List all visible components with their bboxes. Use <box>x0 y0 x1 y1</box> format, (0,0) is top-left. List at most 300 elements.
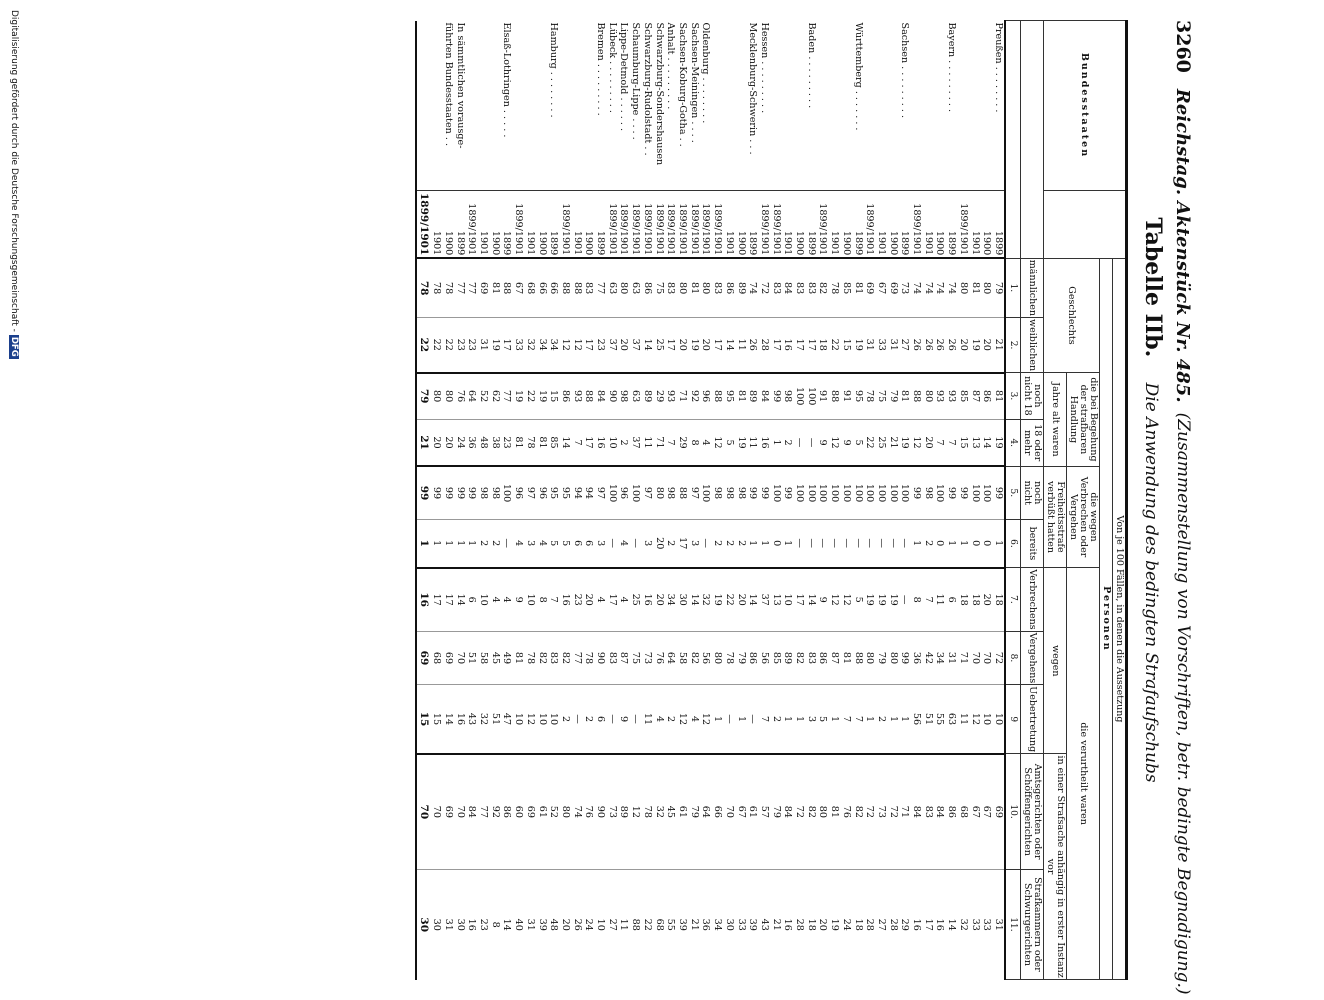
value-cell: 8 <box>910 568 922 631</box>
value-cell: 80 <box>957 258 969 317</box>
value-cell: 4 <box>688 685 700 754</box>
value-cell: 16 <box>758 419 770 466</box>
value-cell: 73 <box>875 754 887 870</box>
value-cell: 99 <box>992 466 1005 519</box>
value-cell: 81 <box>840 631 852 685</box>
header-c7: Verbrechens <box>1021 568 1044 631</box>
value-cell: 72 <box>887 754 899 870</box>
value-cell: 19 <box>828 869 840 979</box>
value-cell: 22 <box>416 317 431 372</box>
value-cell: 63 <box>630 258 642 317</box>
value-cell: 1 <box>957 519 969 567</box>
value-cell: 76 <box>840 754 852 870</box>
table-row <box>431 21 443 980</box>
state-name <box>524 21 536 191</box>
value-cell: 14 <box>641 317 653 372</box>
state-name <box>735 21 747 191</box>
value-cell: 14 <box>501 869 513 979</box>
statistics-table <box>415 20 1128 980</box>
value-cell: 25 <box>875 419 887 466</box>
value-cell: 93 <box>934 373 946 420</box>
value-cell: 31 <box>864 317 876 372</box>
year-cell: 1899/1901 <box>641 191 653 259</box>
value-cell: 18 <box>969 568 981 631</box>
value-cell: 67 <box>981 754 993 870</box>
state-name: Baden . . . . . . . . . <box>805 22 817 109</box>
table-row <box>828 21 840 980</box>
value-cell: 81 <box>828 754 840 870</box>
value-cell: 29 <box>653 373 665 420</box>
year-cell: 1900 <box>934 191 946 259</box>
value-cell: 1 <box>758 519 770 567</box>
table-row <box>630 21 642 980</box>
year-cell: 1901 <box>571 191 583 259</box>
value-cell: 94 <box>571 466 583 519</box>
value-cell: 74 <box>922 258 934 317</box>
value-cell: 26 <box>747 317 759 372</box>
state-name: Elsaß-Lothringen . . . . . <box>501 22 513 138</box>
value-cell: 12 <box>559 317 571 372</box>
table-row <box>864 21 876 980</box>
value-cell: 69 <box>442 754 454 870</box>
value-cell: 22 <box>442 317 454 372</box>
table-row <box>700 21 712 980</box>
value-cell: 11 <box>957 685 969 754</box>
value-cell: 98 <box>782 373 794 420</box>
value-cell: 14 <box>688 568 700 631</box>
value-cell: 84 <box>758 373 770 420</box>
value-cell: 89 <box>641 373 653 420</box>
value-cell: 31 <box>442 869 454 979</box>
value-cell: 86 <box>501 754 513 870</box>
state-name <box>793 21 805 191</box>
value-cell: 1 <box>454 519 466 567</box>
table-row <box>758 21 770 980</box>
table-row <box>992 21 1005 980</box>
value-cell: 99 <box>770 373 782 420</box>
value-cell: 19 <box>969 317 981 372</box>
value-cell: 20 <box>922 419 934 466</box>
table-row <box>922 21 934 980</box>
value-cell: 28 <box>758 317 770 372</box>
value-cell: 7 <box>758 685 770 754</box>
value-cell: 43 <box>758 869 770 979</box>
table-row <box>477 21 489 980</box>
value-cell: 16 <box>910 869 922 979</box>
table-row <box>981 21 993 980</box>
value-cell: 39 <box>747 869 759 979</box>
value-cell: 88 <box>910 373 922 420</box>
value-cell: 19 <box>887 568 899 631</box>
header-spacer <box>1021 21 1044 259</box>
value-cell: 100 <box>981 466 993 519</box>
value-cell: 96 <box>536 466 548 519</box>
year-cell: 1899/1901 <box>676 191 688 259</box>
value-cell: 10 <box>992 685 1005 754</box>
value-cell: 20 <box>618 317 630 372</box>
table-row <box>723 21 735 980</box>
year-cell: 1899 <box>899 191 911 259</box>
value-cell: 21 <box>688 869 700 979</box>
value-cell: 6 <box>583 519 595 567</box>
value-cell: 88 <box>852 631 864 685</box>
value-cell: 14 <box>945 869 957 979</box>
value-cell: 1 <box>431 519 443 567</box>
value-cell: 77 <box>501 373 513 420</box>
value-cell: 4 <box>700 419 712 466</box>
value-cell: 17 <box>922 869 934 979</box>
year-cell: 1899 <box>548 191 560 259</box>
value-cell: 79 <box>887 373 899 420</box>
value-cell: 1 <box>992 519 1005 567</box>
value-cell: 71 <box>653 419 665 466</box>
state-name <box>559 21 571 191</box>
state-name <box>512 21 524 191</box>
value-cell: 93 <box>571 373 583 420</box>
value-cell: 23 <box>501 419 513 466</box>
value-cell: 81 <box>852 258 864 317</box>
value-cell: 16 <box>594 419 606 466</box>
value-cell: 17 <box>606 568 618 631</box>
value-cell: 88 <box>630 869 642 979</box>
value-cell: 98 <box>477 466 489 519</box>
year-cell: 1899 <box>852 191 864 259</box>
value-cell: 1 <box>711 685 723 754</box>
year-cell: 1899 <box>501 191 513 259</box>
table-row <box>875 21 887 980</box>
value-cell: 0 <box>981 519 993 567</box>
header-instanz: in einer Strafsache anhängig in erster Instanz vor <box>1045 755 1066 978</box>
header-c4: 18 oder mehr <box>1021 419 1044 466</box>
value-cell: 19 <box>852 317 864 372</box>
value-cell: 33 <box>981 869 993 979</box>
value-cell: 20 <box>442 419 454 466</box>
value-cell: 45 <box>489 631 501 685</box>
state-name <box>817 21 829 191</box>
value-cell: 85 <box>840 258 852 317</box>
running-header <box>1170 20 1196 995</box>
value-cell: 73 <box>606 754 618 870</box>
value-cell: 31 <box>992 869 1005 979</box>
column-number: 9 <box>1005 685 1021 754</box>
header-per100: Von je 100 Fällen, in denen die Aussetzung <box>1113 258 1127 979</box>
year-cell: 1900 <box>583 191 595 259</box>
value-cell: 2 <box>618 419 630 466</box>
digitization-credit-text: Digitalisierung gefördert durch die Deutsche Forschungsgemeinschaft - <box>9 10 19 332</box>
value-cell: 79 <box>416 373 431 420</box>
value-cell: 6 <box>594 685 606 754</box>
value-cell: 68 <box>653 869 665 979</box>
value-cell: 100 <box>828 466 840 519</box>
value-cell: 21 <box>416 419 431 466</box>
value-cell: 19 <box>735 419 747 466</box>
state-name <box>583 21 595 191</box>
value-cell: 64 <box>665 631 677 685</box>
value-cell: 74 <box>910 258 922 317</box>
value-cell: 20 <box>583 568 595 631</box>
value-cell: — <box>747 685 759 754</box>
value-cell: 57 <box>758 754 770 870</box>
value-cell: 100 <box>630 466 642 519</box>
value-cell: 79 <box>770 754 782 870</box>
state-name: Preußen . . . . . . . . <box>993 22 1004 113</box>
year-cell: 1899/1901 <box>700 191 712 259</box>
value-cell: 12 <box>828 568 840 631</box>
value-cell: 74 <box>934 258 946 317</box>
value-cell: 96 <box>512 466 524 519</box>
table-row <box>548 21 560 980</box>
table-row <box>524 21 536 980</box>
table-row <box>501 21 513 980</box>
value-cell: 98 <box>665 466 677 519</box>
value-cell: 1 <box>770 419 782 466</box>
value-cell: 83 <box>548 631 560 685</box>
value-cell: 12 <box>524 685 536 754</box>
value-cell: 69 <box>887 258 899 317</box>
value-cell: 23 <box>571 568 583 631</box>
value-cell: 47 <box>501 685 513 754</box>
value-cell: 95 <box>559 466 571 519</box>
value-cell: 96 <box>618 466 630 519</box>
value-cell: 83 <box>606 631 618 685</box>
value-cell: 20 <box>653 519 665 567</box>
value-cell: 7 <box>934 419 946 466</box>
state-name <box>536 21 548 191</box>
value-cell: 94 <box>583 466 595 519</box>
year-cell: 1899 <box>454 191 466 259</box>
value-cell: 81 <box>969 258 981 317</box>
value-cell: 7 <box>571 419 583 466</box>
year-cell: 1899/1901 <box>711 191 723 259</box>
year-cell: 1901 <box>828 191 840 259</box>
value-cell: 72 <box>864 754 876 870</box>
value-cell: — <box>840 519 852 567</box>
value-cell: 42 <box>922 631 934 685</box>
value-cell: 16 <box>934 869 946 979</box>
value-cell: 69 <box>442 631 454 685</box>
value-cell: 1 <box>782 685 794 754</box>
table-row <box>899 21 911 980</box>
value-cell: 99 <box>957 466 969 519</box>
year-cell: 1900 <box>793 191 805 259</box>
table-row <box>454 21 466 980</box>
state-name: Sachsen . . . . . . . . . <box>899 22 911 119</box>
value-cell: 10 <box>477 568 489 631</box>
value-cell: 84 <box>910 754 922 870</box>
value-cell: 81 <box>536 419 548 466</box>
value-cell: 5 <box>817 685 829 754</box>
value-cell: 5 <box>852 419 864 466</box>
value-cell: 2 <box>922 519 934 567</box>
value-cell: 82 <box>688 631 700 685</box>
value-cell: 99 <box>466 466 478 519</box>
table-row <box>489 21 501 980</box>
value-cell: — <box>606 519 618 567</box>
value-cell: 91 <box>817 373 829 420</box>
state-name: Bremen . . . . . . . . . <box>595 22 607 116</box>
value-cell: 86 <box>945 754 957 870</box>
value-cell: 15 <box>548 373 560 420</box>
year-cell: 1899/1901 <box>618 191 630 259</box>
value-cell: 17 <box>770 317 782 372</box>
value-cell: 27 <box>606 869 618 979</box>
value-cell: 100 <box>969 466 981 519</box>
year-cell: 1900 <box>536 191 548 259</box>
value-cell: 79 <box>992 258 1005 317</box>
value-cell: 7 <box>945 419 957 466</box>
value-cell: 66 <box>711 754 723 870</box>
value-cell: 2 <box>665 519 677 567</box>
value-cell: 75 <box>630 631 642 685</box>
year-cell: 1901 <box>431 191 443 259</box>
state-name <box>782 21 794 191</box>
value-cell: 30 <box>723 869 735 979</box>
value-cell: 100 <box>770 466 782 519</box>
value-cell: 2 <box>711 519 723 567</box>
value-cell: 22 <box>431 317 443 372</box>
value-cell: 2 <box>583 685 595 754</box>
value-cell: 10 <box>548 685 560 754</box>
value-cell: 90 <box>606 373 618 420</box>
value-cell: 100 <box>899 466 911 519</box>
value-cell: 36 <box>910 631 922 685</box>
value-cell: 18 <box>957 568 969 631</box>
value-cell: 10 <box>981 685 993 754</box>
value-cell: 32 <box>524 317 536 372</box>
value-cell: 1 <box>887 685 899 754</box>
value-cell: 19 <box>899 419 911 466</box>
value-cell: 28 <box>887 869 899 979</box>
value-cell: — <box>805 419 817 466</box>
state-name <box>489 21 501 191</box>
value-cell: 77 <box>466 258 478 317</box>
value-cell: 45 <box>665 754 677 870</box>
value-cell: 31 <box>477 317 489 372</box>
state-name <box>910 21 922 191</box>
value-cell: 99 <box>782 466 794 519</box>
value-cell: 33 <box>735 869 747 979</box>
value-cell: 97 <box>594 466 606 519</box>
value-cell: 17 <box>805 317 817 372</box>
value-cell: 1 <box>747 519 759 567</box>
value-cell: 80 <box>676 258 688 317</box>
value-cell: 16 <box>416 568 431 631</box>
value-cell: 13 <box>969 419 981 466</box>
value-cell: 72 <box>758 258 770 317</box>
value-cell: 99 <box>442 466 454 519</box>
value-cell: 2 <box>477 519 489 567</box>
value-cell: 11 <box>735 317 747 372</box>
value-cell: — <box>793 519 805 567</box>
value-cell: 85 <box>957 373 969 420</box>
value-cell: 37 <box>606 317 618 372</box>
value-cell: 20 <box>735 568 747 631</box>
value-cell: 12 <box>700 685 712 754</box>
value-cell: 86 <box>981 373 993 420</box>
value-cell: 3 <box>524 519 536 567</box>
column-number: 1. <box>1005 258 1021 317</box>
value-cell: 13 <box>770 568 782 631</box>
table-row <box>583 21 595 980</box>
value-cell: 95 <box>548 466 560 519</box>
value-cell: 12 <box>828 419 840 466</box>
value-cell: 2 <box>770 685 782 754</box>
value-cell: 26 <box>571 869 583 979</box>
value-cell: 87 <box>969 373 981 420</box>
table-row <box>665 21 677 980</box>
table-title-subtitle: Die Anwendung des bedingten Strafaufschubs <box>1141 382 1161 783</box>
value-cell: 100 <box>864 466 876 519</box>
value-cell: — <box>501 519 513 567</box>
value-cell: 81 <box>735 373 747 420</box>
value-cell: 93 <box>945 373 957 420</box>
value-cell: 71 <box>676 373 688 420</box>
value-cell: 70 <box>454 631 466 685</box>
value-cell: 1 <box>416 519 431 567</box>
value-cell: 61 <box>536 754 548 870</box>
digitization-credit <box>9 10 19 990</box>
value-cell: 83 <box>583 258 595 317</box>
state-name <box>875 21 887 191</box>
value-cell: 11 <box>641 419 653 466</box>
value-cell: 61 <box>676 754 688 870</box>
year-cell: 1899/1901 <box>817 191 829 259</box>
value-cell: 2 <box>665 685 677 754</box>
state-name: Hessen . . . . . . . . . <box>758 22 770 114</box>
value-cell: 98 <box>489 466 501 519</box>
year-cell: 1899/1901 <box>688 191 700 259</box>
header-convicted: die verurtheilt waren <box>1067 568 1100 980</box>
value-cell: 17 <box>665 317 677 372</box>
year-cell: 1900 <box>981 191 993 259</box>
state-name: Hamburg . . . . . . . . <box>548 22 560 118</box>
value-cell: 70 <box>416 754 431 870</box>
value-cell: 75 <box>653 258 665 317</box>
table-row <box>442 21 454 980</box>
state-name <box>477 21 489 191</box>
table-row <box>571 21 583 980</box>
value-cell: 89 <box>735 258 747 317</box>
year-cell: 1901 <box>477 191 489 259</box>
year-cell: 1899/1901 <box>758 191 770 259</box>
value-cell: 67 <box>512 258 524 317</box>
value-cell: 81 <box>992 373 1005 420</box>
state-name: Schaumburg-Lippe . . . . <box>630 22 642 140</box>
value-cell: — <box>864 519 876 567</box>
value-cell: 37 <box>630 419 642 466</box>
value-cell: 68 <box>431 631 443 685</box>
value-cell: — <box>700 519 712 567</box>
value-cell: 18 <box>852 869 864 979</box>
value-cell: 83 <box>793 258 805 317</box>
year-cell: 1899/1901 <box>665 191 677 259</box>
value-cell: 21 <box>992 317 1005 372</box>
value-cell: 1 <box>793 685 805 754</box>
value-cell: 10 <box>524 568 536 631</box>
value-cell: 83 <box>711 258 723 317</box>
value-cell: 6 <box>945 568 957 631</box>
value-cell: 99 <box>747 466 759 519</box>
value-cell: 100 <box>606 466 618 519</box>
value-cell: 43 <box>466 685 478 754</box>
value-cell: 82 <box>793 631 805 685</box>
value-cell: 10 <box>512 685 524 754</box>
value-cell: 70 <box>454 754 466 870</box>
value-cell: 62 <box>489 373 501 420</box>
value-cell: 88 <box>583 373 595 420</box>
value-cell: 19 <box>875 568 887 631</box>
value-cell: 19 <box>489 317 501 372</box>
